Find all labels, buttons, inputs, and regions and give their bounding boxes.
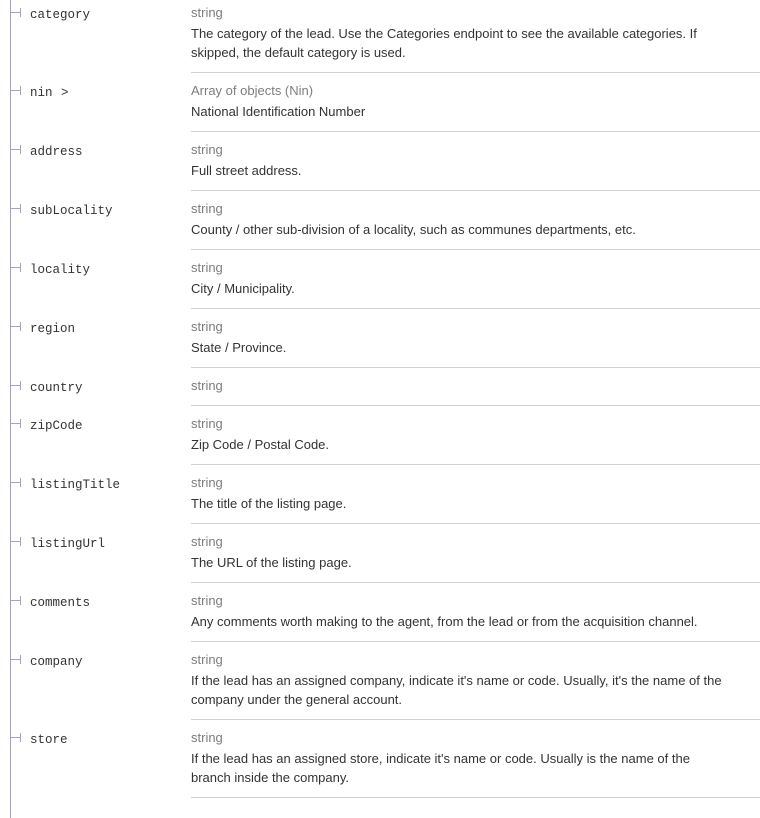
tree-branch-tick-icon bbox=[20, 478, 21, 487]
field-row bbox=[0, 642, 760, 720]
field-row bbox=[0, 465, 760, 524]
tree-branch-tick-icon bbox=[20, 8, 21, 17]
field-name: subLocality bbox=[30, 204, 113, 218]
field-description: If the lead has an assigned store, indicate it's name or code. Usually is the name of the branch inside the company. bbox=[191, 751, 690, 785]
field-type-label: string bbox=[191, 319, 223, 334]
field-description: If the lead has an assigned company, indicate it's name or code. Usually, it's the name of the company under the general account. bbox=[191, 673, 722, 707]
field-detail-cell bbox=[191, 720, 760, 798]
field-detail-cell bbox=[191, 250, 760, 309]
field-name-cell bbox=[0, 73, 191, 132]
field-detail-cell bbox=[191, 309, 760, 368]
field-name-cell bbox=[0, 524, 191, 583]
field-name-cell bbox=[0, 191, 191, 250]
field-description: Full street address. bbox=[191, 163, 302, 178]
field-detail-cell bbox=[191, 132, 760, 191]
field-detail-cell bbox=[191, 368, 760, 406]
field-name: address bbox=[30, 145, 83, 159]
field-row bbox=[0, 250, 760, 309]
field-type-label: string bbox=[191, 593, 223, 608]
field-detail-cell bbox=[191, 406, 760, 465]
field-row bbox=[0, 368, 760, 406]
field-description: Zip Code / Postal Code. bbox=[191, 437, 330, 452]
field-name: region bbox=[30, 322, 76, 336]
field-name-cell bbox=[0, 368, 191, 406]
field-name: country bbox=[30, 381, 83, 395]
field-description: The category of the lead. Use the Categories endpoint to see the available categories. If skipped, the default category is used. bbox=[191, 26, 697, 60]
field-name-cell bbox=[0, 250, 191, 309]
field-row bbox=[0, 583, 760, 642]
field-name: locality bbox=[30, 263, 91, 277]
field-description: County / other sub-division of a locality, such as communes departments, etc. bbox=[191, 222, 636, 237]
tree-branch-tick-icon bbox=[20, 263, 21, 272]
field-detail-cell bbox=[191, 73, 760, 132]
tree-branch-tick-icon bbox=[20, 655, 21, 664]
field-name-cell bbox=[0, 0, 191, 73]
tree-branch-tick-icon bbox=[20, 419, 21, 428]
tree-branch-tick-icon bbox=[20, 596, 21, 605]
chevron-right-icon[interactable]: > bbox=[60, 86, 69, 100]
field-row bbox=[0, 720, 760, 798]
field-detail-cell bbox=[191, 465, 760, 524]
field-name-cell bbox=[0, 642, 191, 720]
field-row bbox=[0, 191, 760, 250]
field-row bbox=[0, 132, 760, 191]
field-row bbox=[0, 73, 760, 132]
field-name: comments bbox=[30, 596, 91, 610]
field-type-label: string bbox=[191, 378, 223, 393]
field-description: The title of the listing page. bbox=[191, 496, 347, 511]
field-name: listingTitle bbox=[30, 478, 121, 492]
field-name-cell bbox=[0, 406, 191, 465]
field-detail-cell bbox=[191, 191, 760, 250]
field-detail-cell bbox=[191, 524, 760, 583]
field-type-label: string bbox=[191, 475, 223, 490]
tree-branch-tick-icon bbox=[20, 733, 21, 742]
field-type-label: string bbox=[191, 652, 223, 667]
field-detail-cell bbox=[191, 583, 760, 642]
field-name: company bbox=[30, 655, 83, 669]
field-type-label: string bbox=[191, 201, 223, 216]
tree-branch-tick-icon bbox=[20, 381, 21, 390]
tree-branch-tick-icon bbox=[20, 86, 21, 95]
field-row bbox=[0, 309, 760, 368]
field-description: National Identification Number bbox=[191, 104, 366, 119]
tree-branch-tick-icon bbox=[20, 537, 21, 546]
field-description: City / Municipality. bbox=[191, 281, 295, 296]
tree-branch-tick-icon bbox=[20, 145, 21, 154]
field-name-cell bbox=[0, 465, 191, 524]
field-name-cell bbox=[0, 309, 191, 368]
field-detail-cell bbox=[191, 0, 760, 73]
field-row bbox=[0, 0, 760, 73]
field-row bbox=[0, 524, 760, 583]
field-type-label: string bbox=[191, 416, 223, 431]
field-name: listingUrl bbox=[30, 537, 106, 551]
field-name-cell bbox=[0, 583, 191, 642]
field-type-label: string bbox=[191, 142, 223, 157]
field-type-label: string bbox=[191, 730, 223, 745]
field-name-cell bbox=[0, 132, 191, 191]
field-row bbox=[0, 406, 760, 465]
field-type-label: string bbox=[191, 5, 223, 20]
field-type-label: Array of objects (Nin) bbox=[191, 83, 314, 98]
field-name-cell bbox=[0, 720, 191, 798]
field-description: The URL of the listing page. bbox=[191, 555, 352, 570]
field-name[interactable]: nin bbox=[30, 86, 53, 100]
tree-branch-tick-icon bbox=[20, 322, 21, 331]
field-type-label: string bbox=[191, 260, 223, 275]
tree-branch-tick-icon bbox=[20, 204, 21, 213]
field-detail-cell bbox=[191, 642, 760, 720]
field-name: category bbox=[30, 8, 91, 22]
field-name: zipCode bbox=[30, 419, 83, 433]
field-name: store bbox=[30, 733, 68, 747]
field-description: State / Province. bbox=[191, 340, 287, 355]
field-description: Any comments worth making to the agent, from the lead or from the acquisition channel. bbox=[191, 614, 698, 629]
field-type-label: string bbox=[191, 534, 223, 549]
